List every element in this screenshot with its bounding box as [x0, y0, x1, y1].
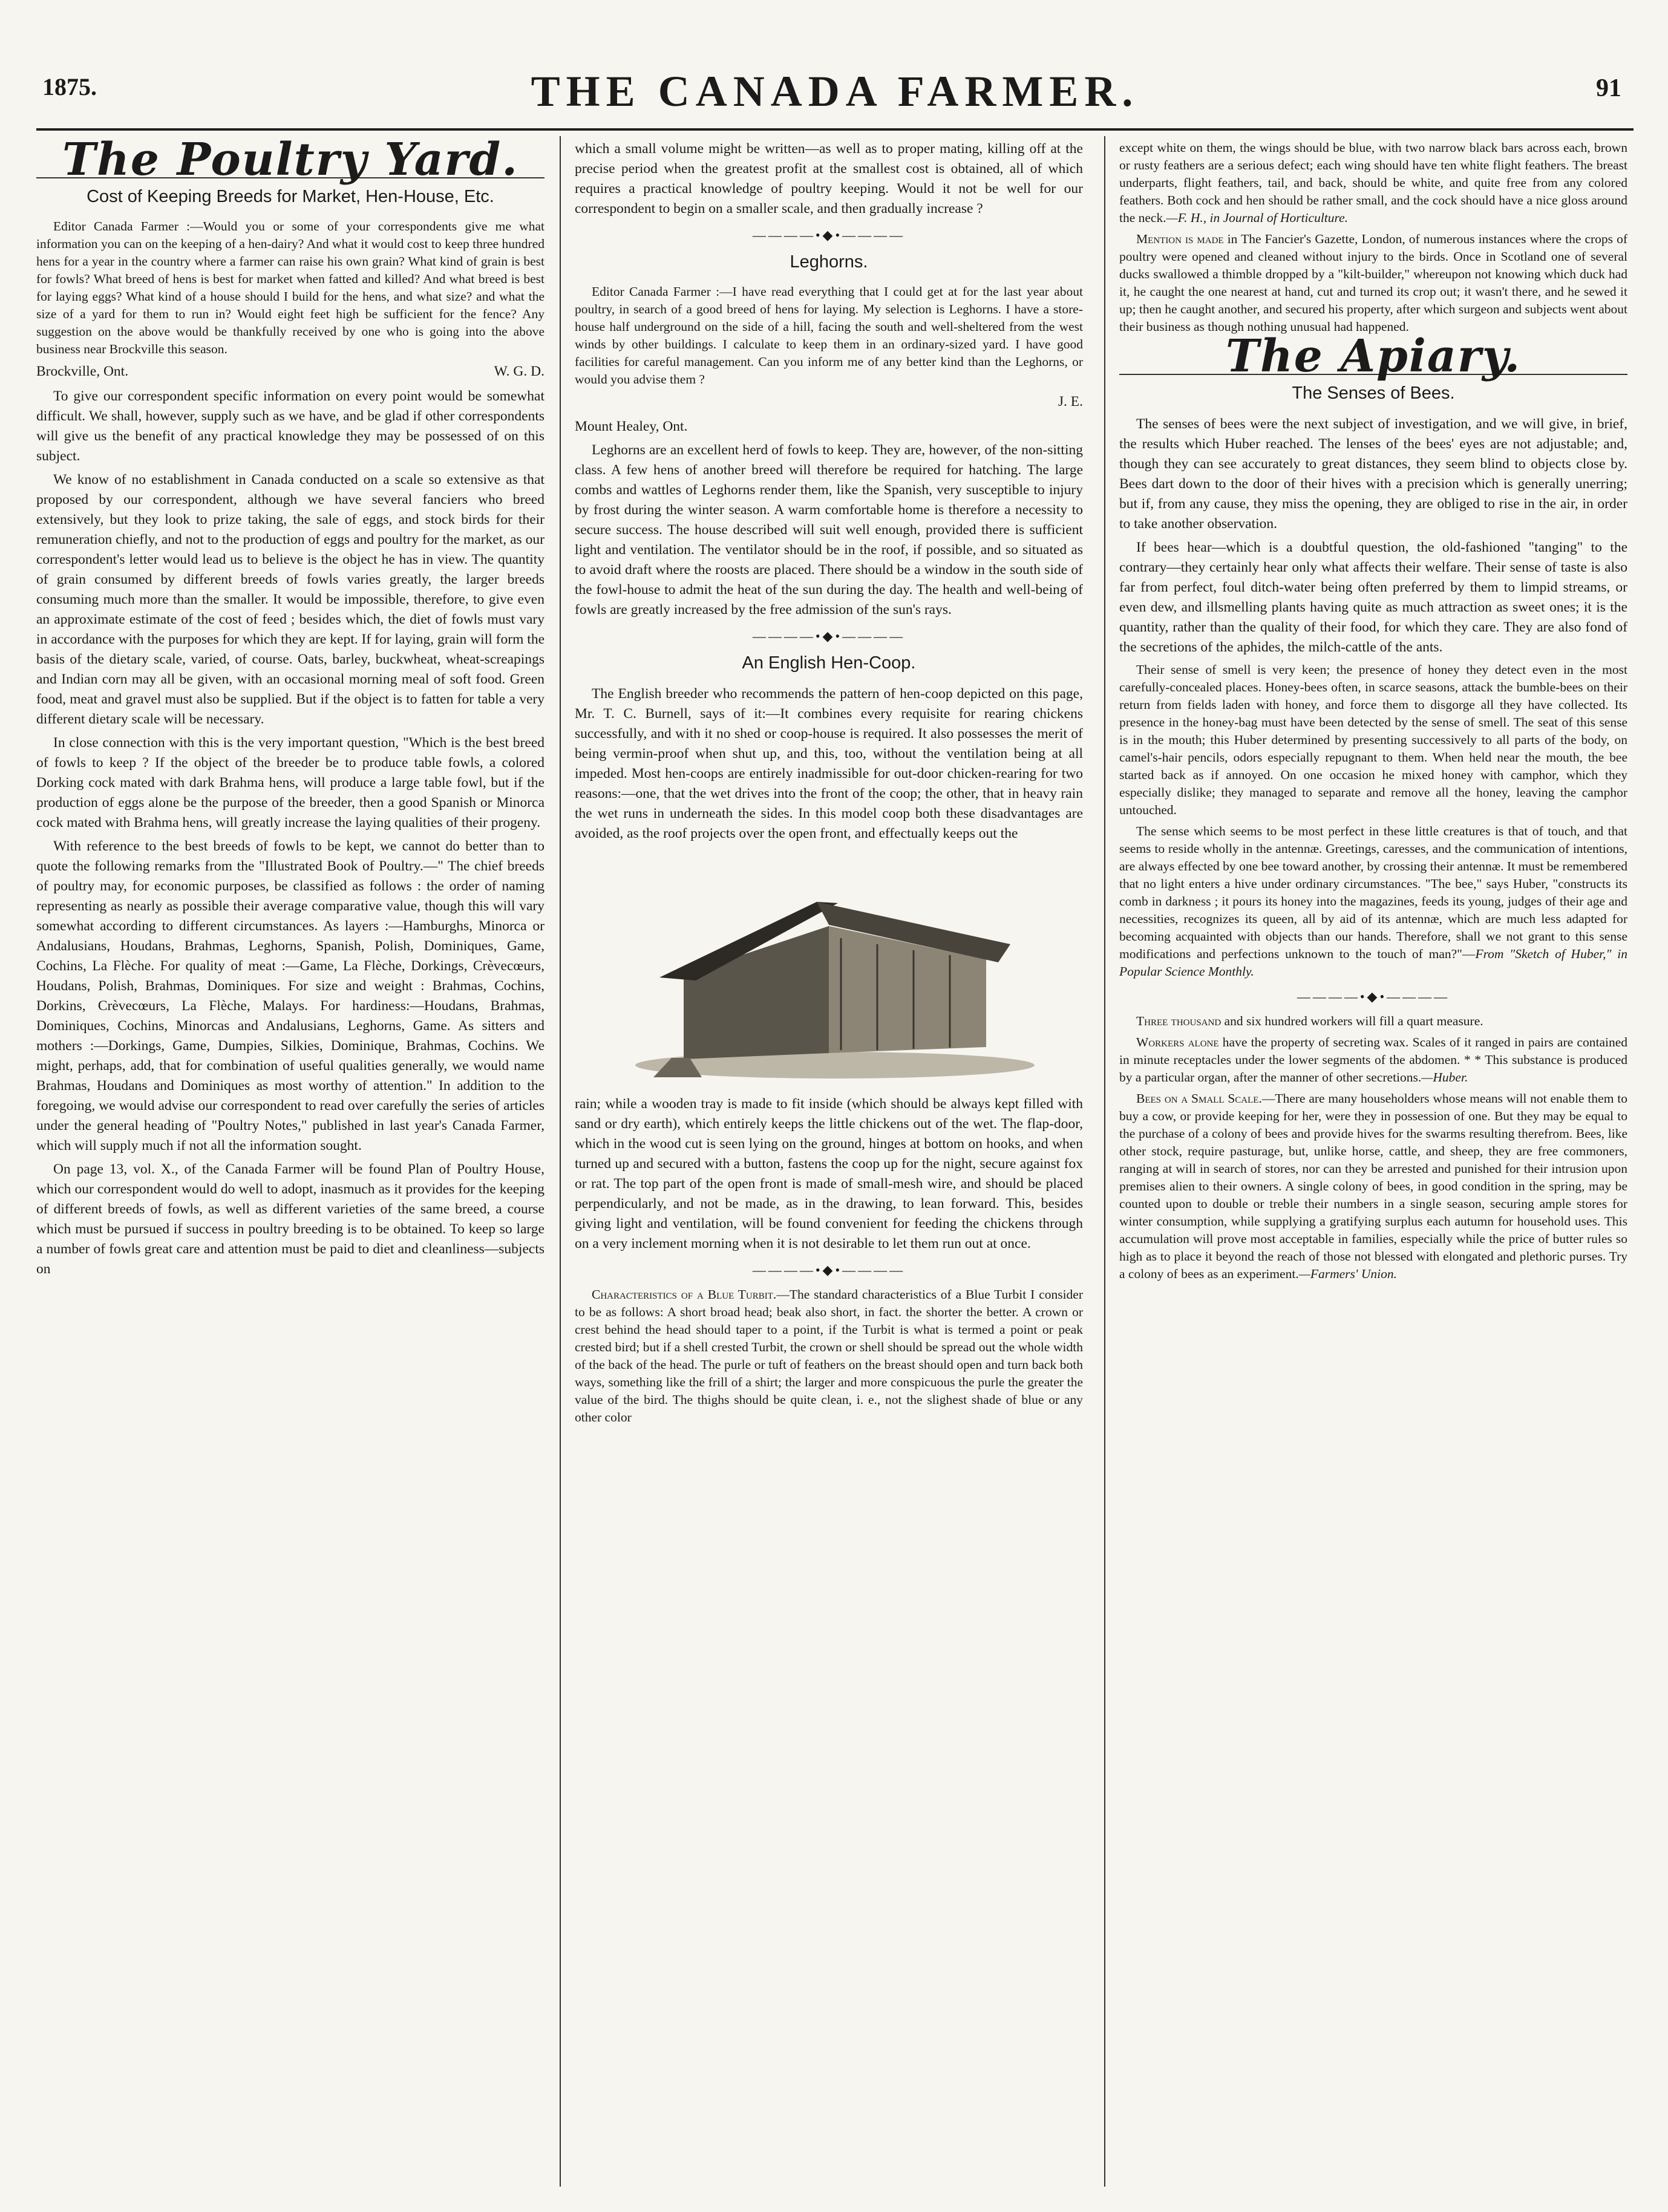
paragraph: If bees hear—which is a doubtful question, the old-fashioned "tanging" to the contrary—they certainly hear only what affects their welfare. Their sense of taste is also far from perfect, foul ditch-water being often preferred by them to limpid streams, or even dew, and illsmelling plants having quite as much attraction as sweet ones; it is the quantity, rather than the quality of their food, for which they care. They are also fond of the secretions of the aphides, the milch-cattle of the ants. — [1119, 540, 1627, 655]
article-headline: An English Hen-Coop. — [742, 653, 916, 673]
paragraph-lead: Mention is made — [1136, 232, 1224, 246]
article-headline: The Senses of Bees. — [1292, 383, 1455, 403]
masthead — [36, 67, 1634, 127]
article-headline: Cost of Keeping Breeds for Market, Hen-House, Etc. — [87, 187, 494, 206]
paragraph: which a small volume might be written—as well as to proper mating, killing off at the precise period when the greatest profit at the smallest cost is obtained, all of which requires a practical knowledge of poultry keeping. Would it not be well for our correspondent to begin on a smaller scale, and then gradually increase ? — [575, 141, 1083, 217]
column-divider — [560, 136, 561, 2187]
newspaper-title: THE CANADA FARMER. — [531, 67, 1139, 116]
newspaper-page — [36, 24, 1634, 2190]
paragraph-lead: Characteristics of a Blue Turbit. — [592, 1287, 777, 1302]
paragraph-text: The sense which seems to be most perfect in these little creatures is that of touch, and that seems to reside wholly in the antennæ. Greetings, caresses, and the communication of intentions, are always effected by one bee toward another, by crossing their antennæ. It must be remembered that no light enters a hive under ordinary circumstances. "The bee," says Huber, "constructs its comb in darkness ; it pours its honey into the magazines, feeds its young, judges of their age and necessities, recognizes its queen, all by aid of its antennæ, which are much less adapted for becoming acquainted with objects than our hands. Therefore, shall we not grant to this sense modifications and perfections unknown to the touch of man?"— — [1119, 824, 1627, 961]
header-rule — [36, 128, 1634, 131]
signature-name: W. G. D. — [494, 364, 545, 379]
paragraph: We know of no establishment in Canada conducted on a scale so extensive as that proposed by our correspondent, although we have several fanciers who breed extensively, but they look to prize taking, the sale of eggs, and stock birds for their remuneration chiefly, and not to the production of eggs and poultry for the market, as our correspondent's letter would lead us to believe is the object he has in view. The quantity of grain consumed by different breeds of fowls varies greatly, the larger breeds consuming much more than the smaller. It would be impossible, therefore, to give even an approximate estimate of the cost of feed ; besides which, the diet of fowls must vary in accordance with the purposes for which they are kept. If for laying, grain will form the basis of the dietary scale, varied, of course. Oats, barley, buckwheat, wheat-screapings and Indian corn may all be given, with an occasional morning meal of soft food. Green food, meat and gravel must also be supplied. But if the object is to fatten for table a very different dietary scale will be necessary. — [36, 472, 545, 727]
hen-coop-illustration — [599, 853, 1059, 1083]
paragraph — [1119, 823, 1627, 980]
paragraph-text: and six hundred workers will fill a quart measure. — [1224, 1014, 1483, 1028]
column-3 — [1119, 139, 1627, 2184]
ornamental-divider — [575, 1260, 1083, 1280]
paragraph-text: —The standard characteristics of a Blue Turbit I consider to be as follows: A short broad head; beak also short, in fact. the shorter the better. A crown or crest behind the head should taper to a point, if the Turbit is what is termed a point or peak crested bird; but if a shell crested Turbit, the crown or shell should be spread out the whole width of the back of the head. The purle or tuft of feathers on the breast should open and turn back both ways, something like the frill of a shirt; the larger and more conspicuous the purle the greater the value of the bird. The thighs should be quite clean, i. e., not the slighest shade of blue or any other color — [575, 1287, 1083, 1424]
paragraph-lead: Workers alone — [1136, 1035, 1219, 1049]
signature-name: J. E. — [1058, 394, 1083, 409]
paragraph — [1119, 230, 1627, 336]
signature-place: Mount Healey, Ont. — [575, 419, 688, 434]
source-credit: —Huber. — [1421, 1070, 1468, 1085]
paragraph — [1119, 1034, 1627, 1086]
source-credit: —Farmers' Union. — [1298, 1267, 1397, 1281]
paragraph-text: —There are many householders whose means will not enable them to buy a cow, or provide keeping for her, were they in possession of one. But they may be equal to the purchase of a colony of bees and provide hives for the swarms resulting therefrom. Bees, like other stock, require pasturage, but, unlike horse, cattle, and sheep, they are free commoners, ranging at will in search of stores, nor can they be arrested and punished for their intrusion upon premises alien to their owners. A single colony of bees, in good condition in the spring, may be counted upon to double or treble their numbers in a single season, securing ample stores for winter consumption, while supplying a gratifying surplus each autumn for household uses. This accumulation will prove most acceptable in families, especially while the price of butter rules so high as to place it beyond the reach of those not blessed with elongated and plethoric purses. Try a colony of bees as an experiment. — [1119, 1091, 1627, 1281]
signature-place: Brockville, Ont. — [36, 364, 129, 379]
paragraph-text: in The Fancier's Gazette, London, of numerous instances where the crops of poultry were opened and cleaned without injury to the birds. Once in Scotland one of several ducks swallowed a thimble dropped by a "kilt-builder," whereupon not knowing which duck had it, he caught the one nearest at hand, cut and turned its crop out; it wasn't there, and he sewed it up; then he caught another, and secured his property, after which surgeon and subjects went about their business as though nothing unusual had happened. — [1119, 232, 1627, 334]
paragraph: With reference to the best breeds of fowls to be kept, we cannot do better than to quote the following remarks from the "Illustrated Book of Poultry.—" The chief breeds of poultry may, for economic purposes, be classified as follows : the order of naming representing as nearly as possible their average comparative value, though this will vary somewhat according to different circumstances. As layers :—Hamburghs, Minorca or Andalusians, Houdans, Brahmas, Leghorns, Spanish, Polish, Dominiques, Game, Cochins, La Flèche. For quality of meat :—Game, La Flèche, Dorkings, Crèvecœurs, Houdans, Polish, Brahmas, Dominiques. For size and weight : Brahmas, Cochins, Dorkins, Crèvecœurs, La Flèche, Malays. For hardiness:—Houdans, Brahmas, Dominiques, Cochins, Minorcas and Andalusians, Leghorns, Game. As sitters and mothers :—Dorkings, Game, Dumpies, Silkies, Dominique, Brahmas, Cochins. We might, perhaps, add, that for combination of useful qualities generally, we would name Brahmas, Houdans and Dominiques as most worthy of attention." In addition to the foregoing, we would advise our correspondent to read over carefully the series of articles under the general heading of "Poultry Notes," published in last year's Canada Farmer, which will supply much if not all the information sought. — [36, 838, 545, 1153]
paragraph: rain; while a wooden tray is made to fit inside (which should be always kept filled with sand or dry earth), which entirely keeps the little chickens out of the wet. The flap-door, which in the wood cut is seen lying on the ground, hinges at bottom on hooks, and when turned up and secured with a button, fastens the coop up for the night, secure against fox or rat. The top part of the open front is made of small-mesh wire, and should be placed perpendicularly, and not be made, as in the drawing, to lean forward. This, besides giving light and ventilation, will be found convenient for feeding the chickens through on a very inclement morning when it is not desirable to let them run out at once. — [575, 1096, 1083, 1251]
paragraph: Leghorns are an excellent herd of fowls to keep. They are, however, of the non-sitting class. A few hens of another breed will therefore be required for hatching. The large combs and wattles of Leghorns render them, like the Spanish, very susceptible to injury by frost during the winter season. A warm comfortable home is therefore a necessity to secure success. The house described will suit well enough, provided there is sufficient light and ventilation. The ventilator should be in the roof, if possible, and so situated as to avoid draft where the roosts are placed. There should be a window in the south side of the fowl-house to admit the heat of the sun during the day. The health and well-being of fowls are greatly increased by the free admission of the sun's rays. — [575, 442, 1083, 618]
paragraph — [1119, 1090, 1627, 1283]
paragraph — [1119, 1013, 1627, 1030]
paragraph-text: have the property of secreting wax. Scales of it ranged in pairs are contained in minute receptacles under the lower segments of the abdomen. * * This substance is produced by a particular organ, after the manner of other secretions. — [1119, 1035, 1627, 1085]
paragraph: To give our correspondent specific information on every point would be somewhat difficult. We shall, however, supply such as we have, and be glad if other correspondents will give us the benefit of any practical knowledge they may be possessed of on this subject. — [36, 388, 545, 464]
paragraph: In close connection with this is the very important question, "Which is the best breed of fowls to keep ? If the object of the breeder be to produce table fowls, a colored Dorking cock mated with dark Brahma hens, will produce a large table fowl, but if the production of eggs alone be the purpose of the breeder, then a good Spanish or Minorca cock mated with Brahma hens, will greatly increase the laying qualities of their progeny. — [36, 735, 545, 830]
paragraph — [1119, 139, 1627, 227]
paragraph-text: except white on them, the wings should be blue, with two narrow black bars across each, brown or rusty feathers are a serious defect; each wing should have ten white flight feathers. The breast underparts, flight feathers, tail, and back, should be white, and quite free from any colored feathers. Both cock and hen should be rather small, and the cock should have a nice gloss around the neck. — [1119, 140, 1627, 225]
department-title: The Apiary. — [1225, 330, 1522, 382]
letter-signature — [575, 392, 1083, 412]
department-title: The Poultry Yard. — [62, 139, 519, 186]
letter-text: Editor Canada Farmer :—Would you or some of your correspondents give me what information you can on the keeping of a hen-dairy? And what it would cost to keep three hundred hens for a year in the country where a farmer can raise his own grain? What kind of grain is best for fowls? What breed of hens is best for market when fatted and killed? And what breed is best for laying eggs? What kind of a house should I build for the hens, and what size? and what the size of a yard for them to run in? Would eight feet high be sufficient for the fence? Any suggestion on the above would be thankfully received by one who is going into the above business near Brockville this season. — [36, 219, 545, 356]
column-1 — [36, 139, 545, 2184]
paragraph — [575, 1286, 1083, 1426]
issue-year: 1875. — [42, 73, 97, 100]
source-credit: —F. H., in Journal of Horticulture. — [1166, 210, 1349, 225]
paragraph: On page 13, vol. X., of the Canada Farmer will be found Plan of Poultry House, which our correspondent would do well to adopt, inasmuch as it provides for the keeping of different breeds of fowls, as well as different varieties of the same breed, a course which must be pursued if success in poultry breeding is to be obtained. To keep so large a number of fowls great care and attention must be paid to diet and cleanliness—subjects on — [36, 1161, 545, 1277]
page-number: 91 — [1596, 74, 1621, 102]
ornamental-divider — [575, 225, 1083, 245]
article-headline: Leghorns. — [790, 252, 868, 272]
paragraph: The English breeder who recommends the pattern of hen-coop depicted on this page, Mr. T. C. Burnell, says of it:—It combines every requisite for rearing chickens successfully, and with it no shed or coop-house is required. It also possesses the merit of being vermin-proof when shut up, and this, too, without the ventilation being at all impeded. Most hen-coops are entirely inadmissible for out-door chicken-rearing for two reasons:—one, that the wet drives into the front of the coop; the other, that in heavy rain the wet runs in underneath the sides. In this model coop both these disadvantages are avoided, as the roof projects over the open front, and effectually keeps out the — [575, 686, 1083, 841]
ornamental-divider — [1119, 987, 1627, 1006]
source-credit: From "Sketch of Huber," in Popular Science Monthly. — [1119, 947, 1627, 979]
ornamental-divider — [575, 626, 1083, 646]
paragraph-lead: Bees on a Small Scale. — [1136, 1091, 1262, 1106]
paragraph: The senses of bees were the next subject of investigation, and we will give, in brief, the results which Huber reached. The lenses of the bees' eyes are not adjustable; and, though they can see accurately to great distances, they seem blind to objects close by. Bees dart down to the door of their hives with a precision which is generally unerring; but if, from any cause, they miss the opening, they are obliged to rise in the air, in order to take another observation. — [1119, 416, 1627, 532]
letter-signature — [36, 362, 545, 382]
paragraph-lead: Three thousand — [1136, 1014, 1222, 1028]
column-divider — [1104, 136, 1105, 2187]
letter-text: Editor Canada Farmer :—I have read everything that I could get at for the last year about poultry, in search of a good breed of hens for laying. My selection is Leghorns. I have a store-house half underground on the side of a hill, facing the south and well-sheltered from the west winds by other buildings. I calculate to keep them in an ordinary-sized yard. I have good facilities for careful management. Can you inform me of any better kind than the Leghorns, or would you advise them ? — [575, 284, 1083, 387]
column-2 — [575, 139, 1083, 2184]
paragraph: Their sense of smell is very keen; the presence of honey they detect even in the most carefully-concealed places. Honey-bees often, in scarce seasons, attack the bumble-bees on their return from fields laden with honey, and force them to disgorge all they have collected. Its presence in the honey-bag must have been detected by the sense of smell. The seat of this sense is in the mouth; this Huber determined by presenting successively to all parts of the body, on camel's-hair pencils, odors especially repugnant to them. When held near the mouth, the bee started back as if annoyed. On one occasion he mixed honey with camphor, which they especially dislike; they managed to separate and remove all the honey, leaving the camphor untouched. — [1119, 662, 1627, 817]
